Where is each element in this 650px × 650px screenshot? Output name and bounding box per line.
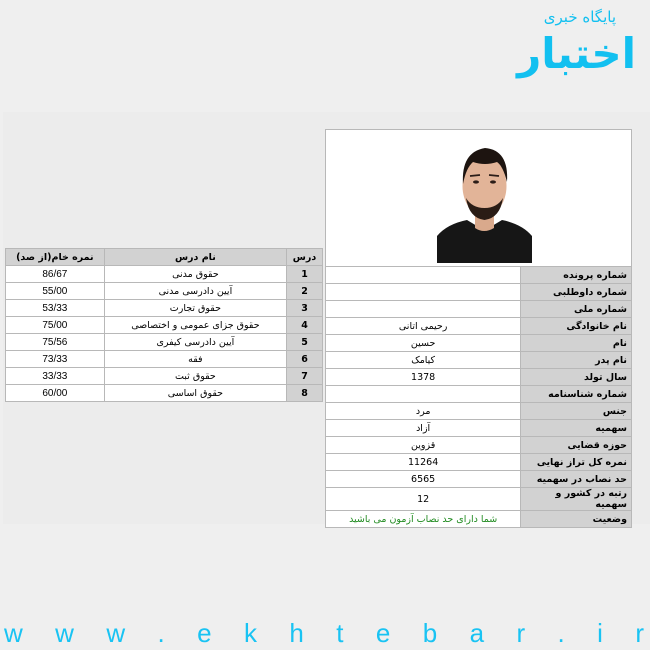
course-score: 53/33 [6, 300, 105, 317]
info-label: سال تولد [521, 369, 632, 386]
info-row-gender [326, 403, 632, 420]
table-row [6, 368, 323, 385]
info-label: وضعیت [521, 511, 632, 528]
table-row [6, 334, 323, 351]
info-row-father-name [326, 352, 632, 369]
course-number: 5 [287, 334, 323, 351]
info-label: شماره داوطلبی [521, 284, 632, 301]
course-name: حقوق جزای عمومی و اختصاصی [104, 317, 286, 334]
url-char: w [55, 618, 74, 648]
course-name: آیین دادرسی مدنی [104, 283, 286, 300]
header-course-number: درس [287, 249, 323, 266]
info-label: حد نصاب در سهمیه [521, 471, 632, 488]
info-value: کیامک [326, 352, 521, 369]
info-label: سهمیه [521, 420, 632, 437]
header-course-name: نام درس [104, 249, 286, 266]
url-char: w [4, 618, 23, 648]
course-score: 86/67 [6, 266, 105, 283]
course-name: فقه [104, 351, 286, 368]
info-row-rank [326, 488, 632, 511]
url-char: h [289, 618, 304, 648]
info-row-quota-threshold [326, 471, 632, 488]
site-logo [517, 6, 638, 84]
course-number: 6 [287, 351, 323, 368]
info-row-quota [326, 420, 632, 437]
info-label: نام پدر [521, 352, 632, 369]
course-name: حقوق اساسی [104, 385, 286, 402]
info-row-candidate-number [326, 284, 632, 301]
info-row-first-name [326, 335, 632, 352]
info-label: شماره شناسنامه [521, 386, 632, 403]
course-name: حقوق ثبت [104, 368, 286, 385]
info-row-birth-certificate [326, 386, 632, 403]
header-raw-score: نمره خام(از صد) [6, 249, 105, 266]
url-char: b [422, 618, 438, 648]
info-value [326, 301, 521, 318]
info-row-final-score [326, 454, 632, 471]
info-label: نمره کل تراز نهایی [521, 454, 632, 471]
info-label: جنس [521, 403, 632, 420]
table-row [6, 266, 323, 283]
course-number: 4 [287, 317, 323, 334]
scores-table [5, 248, 323, 402]
info-row-national-id [326, 301, 632, 318]
course-number: 2 [287, 283, 323, 300]
table-row [6, 317, 323, 334]
url-char: i [597, 618, 603, 648]
info-value: 12 [326, 488, 521, 511]
info-row-status [326, 511, 632, 528]
photo-cell [326, 130, 632, 267]
info-value: 1378 [326, 369, 521, 386]
site-url-footer [0, 616, 650, 650]
info-value: مرد [326, 403, 521, 420]
info-label: شماره پرونده [521, 267, 632, 284]
url-char: e [197, 618, 212, 648]
url-char: e [375, 618, 391, 648]
course-number: 1 [287, 266, 323, 283]
url-char: . [557, 618, 565, 648]
info-row-file-number [326, 267, 632, 284]
table-row [6, 351, 323, 368]
logo-subtitle: پایگاه خبری [543, 8, 616, 26]
course-name: حقوق تجارت [104, 300, 286, 317]
course-score: 33/33 [6, 368, 105, 385]
course-score: 73/33 [6, 351, 105, 368]
url-char: w [106, 618, 126, 648]
course-name: آیین دادرسی کیفری [104, 334, 286, 351]
course-number: 8 [287, 385, 323, 402]
scores-header-row [6, 249, 323, 266]
url-char: r [516, 618, 526, 648]
table-row [6, 385, 323, 402]
course-number: 3 [287, 300, 323, 317]
info-row-last-name [326, 318, 632, 335]
table-row [6, 283, 323, 300]
url-char: r [635, 618, 644, 648]
course-number: 7 [287, 368, 323, 385]
course-score: 60/00 [6, 385, 105, 402]
info-label: شماره ملی [521, 301, 632, 318]
info-value: 6565 [326, 471, 521, 488]
url-char: a [469, 618, 485, 648]
url-char: t [336, 618, 344, 648]
info-value: قزوین [326, 437, 521, 454]
info-row-judicial-district [326, 437, 632, 454]
info-value: حسین [326, 335, 521, 352]
table-row [6, 300, 323, 317]
course-score: 55/00 [6, 283, 105, 300]
info-label: نام [521, 335, 632, 352]
info-label: حوزه قضایی [521, 437, 632, 454]
status-message: شما دارای حد نصاب آزمون می باشید [326, 511, 521, 528]
info-value [326, 267, 521, 284]
info-value: آزاد [326, 420, 521, 437]
course-score: 75/56 [6, 334, 105, 351]
info-value: 11264 [326, 454, 521, 471]
course-score: 75/00 [6, 317, 105, 334]
url-char: . [157, 618, 165, 648]
logo-title: اختبار [517, 29, 636, 78]
url-char: k [244, 618, 257, 648]
candidate-photo [437, 136, 532, 263]
course-name: حقوق مدنی [104, 266, 286, 283]
info-value: رحیمی اتانی [326, 318, 521, 335]
info-label: رتبه در کشور و سهمیه [521, 488, 632, 511]
candidate-info-table [325, 129, 632, 528]
info-label: نام خانوادگی [521, 318, 632, 335]
info-value [326, 386, 521, 403]
info-value [326, 284, 521, 301]
info-row-birth-year [326, 369, 632, 386]
